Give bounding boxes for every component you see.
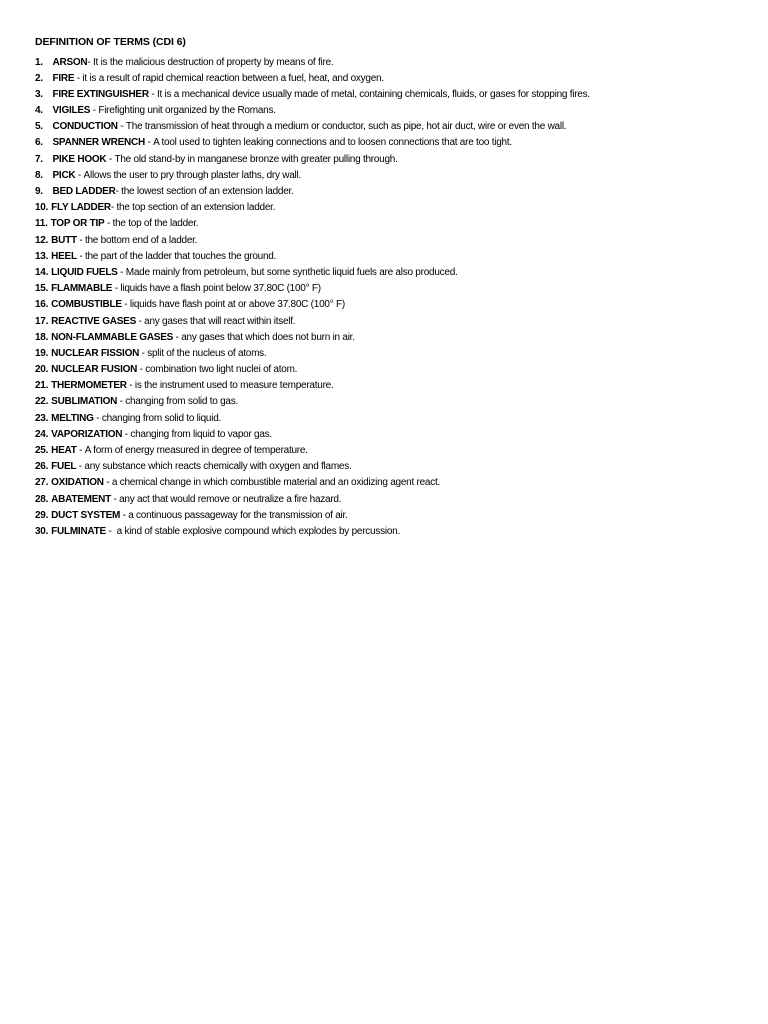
term-separator: - — [144, 137, 154, 149]
term-number: 20. — [35, 364, 49, 376]
list-item — [35, 364, 755, 380]
document-page — [35, 36, 755, 542]
list-item — [35, 137, 755, 153]
list-item — [35, 105, 755, 121]
term-separator: - — [117, 266, 126, 278]
term-separator: - — [120, 509, 129, 521]
term-name: REACTIVE GASES — [51, 315, 137, 327]
term-name: FLY LADDER — [51, 202, 111, 214]
term-separator: - — [90, 105, 99, 117]
term-definition: The old stand-by in manganese bronze with greater pulling through. — [114, 153, 398, 165]
term-definition: any substance which reacts chemically with oxygen and flames. — [84, 461, 352, 473]
term-definition: Allows the user to pry through plaster laths, dry wall. — [83, 169, 302, 181]
term-number: 13. — [35, 250, 49, 262]
terms-list — [35, 57, 755, 543]
term-number: 17. — [35, 315, 49, 327]
term-number: 15. — [35, 283, 49, 295]
term-separator: - — [117, 121, 126, 133]
term-definition: Made mainly from petroleum, but some synthetic liquid fuels are also produced. — [125, 266, 458, 278]
term-name: VAPORIZATION — [51, 428, 123, 440]
term-number: 26. — [35, 461, 49, 473]
term-number: 28. — [35, 493, 49, 505]
term-separator: - — [93, 412, 102, 424]
term-definition: the top section of an extension ladder. — [116, 202, 276, 214]
list-item — [35, 510, 755, 526]
term-number: 12. — [35, 234, 49, 246]
term-separator: - — [74, 72, 83, 84]
term-separator: - — [139, 347, 148, 359]
term-name: FUEL — [51, 461, 77, 473]
term-separator: - — [110, 202, 117, 214]
term-name: FLAMMABLE — [51, 283, 113, 295]
term-definition: any gases that which does not burn in air. — [181, 331, 355, 343]
term-name: VIGILES — [52, 105, 91, 117]
list-item — [35, 267, 755, 283]
term-name: NUCLEAR FISSION — [51, 347, 140, 359]
term-separator: - — [76, 250, 85, 262]
list-item — [35, 121, 755, 137]
term-number: 16. — [35, 299, 49, 311]
list-item — [35, 380, 755, 396]
term-separator: - — [137, 364, 146, 376]
list-item — [35, 461, 755, 477]
term-number: 7. — [35, 153, 43, 165]
term-separator: - — [75, 169, 84, 181]
term-separator: - — [76, 234, 85, 246]
list-item — [35, 494, 755, 510]
term-separator: - — [173, 331, 182, 343]
term-definition: changing from solid to gas. — [125, 396, 239, 408]
term-definition: The transmission of heat through a medium or conductor, such as pipe, hot air duct, wire or even the wall. — [125, 121, 567, 133]
list-item — [35, 413, 755, 429]
term-name: OXIDATION — [51, 477, 104, 489]
term-name: FIRE EXTINGUISHER — [52, 88, 149, 100]
term-definition: the lowest section of an extension ladder. — [121, 186, 294, 197]
term-name: SPANNER WRENCH — [52, 137, 145, 149]
term-separator: - — [103, 477, 112, 489]
term-definition: changing from solid to liquid. — [101, 412, 222, 424]
list-item — [35, 73, 755, 89]
term-name: NUCLEAR FUSION — [51, 364, 138, 376]
term-name: SUBLIMATION — [51, 396, 118, 408]
term-number: 24. — [35, 428, 49, 440]
term-separator: - — [115, 186, 122, 197]
term-definition: any gases that will react within itself. — [144, 315, 296, 327]
term-number: 11. — [35, 218, 48, 230]
list-item — [35, 89, 755, 105]
term-definition: a continuous passageway for the transmission of air. — [128, 509, 348, 521]
list-item — [35, 348, 755, 364]
term-definition: it is a result of rapid chemical reaction between a fuel, heat, and oxygen. — [82, 72, 384, 84]
term-number: 22. — [35, 396, 49, 408]
term-definition: Firefighting unit organized by the Romans. — [98, 105, 276, 117]
term-number: 6. — [35, 137, 43, 149]
term-name: LIQUID FUELS — [51, 266, 118, 278]
list-item — [35, 57, 755, 73]
term-separator: - — [121, 299, 130, 311]
term-number: 4. — [35, 105, 43, 117]
term-number: 8. — [35, 169, 43, 181]
term-name: DUCT SYSTEM — [51, 509, 121, 521]
list-item — [35, 445, 755, 461]
term-name: COMBUSTIBLE — [51, 299, 122, 311]
term-definition: a kind of stable explosive compound which explodes by percussion. — [114, 525, 400, 537]
term-name: ABATEMENT — [51, 493, 111, 505]
list-item — [35, 396, 755, 412]
term-definition: liquids have flash point at or above 37.80C (100° F) — [129, 299, 345, 311]
term-name: HEEL — [51, 250, 77, 262]
term-definition: the bottom end of a ladder. — [84, 234, 198, 246]
list-item — [35, 332, 755, 348]
term-separator: - — [104, 218, 113, 230]
term-name: PIKE HOOK — [52, 153, 107, 165]
term-definition: A tool used to tighten leaking connections and to loosen connections that are too tight. — [153, 137, 512, 149]
list-item — [35, 154, 755, 170]
term-number: 9. — [35, 186, 43, 197]
term-number: 3. — [35, 88, 43, 100]
list-item — [35, 202, 755, 218]
term-definition: the part of the ladder that touches the ground. — [84, 250, 277, 262]
list-item — [35, 186, 755, 202]
term-name: FIRE — [52, 72, 75, 84]
term-definition: the top of the ladder. — [112, 218, 199, 230]
term-number: 2. — [35, 72, 43, 84]
term-separator: - — [76, 461, 85, 473]
term-name: CONDUCTION — [52, 121, 118, 133]
list-item — [35, 477, 755, 493]
list-item — [35, 429, 755, 445]
term-name: FULMINATE — [51, 525, 106, 537]
term-name: NON-FLAMMABLE GASES — [51, 331, 174, 343]
term-number: 14. — [35, 266, 49, 278]
list-item — [35, 251, 755, 267]
term-separator: - — [87, 56, 93, 68]
term-separator: - — [148, 88, 157, 100]
term-number: 1. — [35, 56, 43, 68]
term-definition: is the instrument used to measure temperature. — [134, 380, 334, 392]
term-name: BUTT — [51, 234, 77, 246]
term-number: 5. — [35, 121, 43, 133]
term-separator: - — [76, 445, 85, 456]
term-number: 21. — [35, 380, 49, 392]
term-name: THERMOMETER — [51, 380, 127, 392]
document-title: DEFINITION OF TERMS (CDI 6) — [35, 36, 186, 48]
term-definition: combination two light nuclei of atom. — [145, 364, 298, 376]
term-name: MELTING — [51, 412, 94, 424]
term-separator: - — [136, 315, 145, 327]
term-number: 29. — [35, 509, 49, 521]
term-name: BED LADDER — [52, 186, 116, 197]
term-definition: It is a mechanical device usually made of metal, containing chemicals, fluids, or gases for stopping fires. — [156, 88, 590, 100]
term-number: 27. — [35, 477, 49, 489]
term-number: 10. — [35, 202, 49, 214]
term-separator: - — [110, 493, 120, 505]
term-separator: - — [106, 153, 115, 165]
list-item — [35, 526, 755, 542]
term-number: 25. — [35, 445, 49, 456]
term-definition: It is the malicious destruction of property by means of fire. — [92, 56, 334, 68]
term-name: PICK — [52, 169, 76, 181]
list-item — [35, 218, 755, 234]
term-name: HEAT — [51, 445, 77, 456]
list-item — [35, 235, 755, 251]
term-number: 19. — [35, 347, 49, 359]
term-definition: split of the nucleus of atoms. — [147, 347, 267, 359]
term-separator: - — [117, 396, 126, 408]
term-separator: - — [112, 283, 121, 295]
list-item — [35, 170, 755, 186]
term-name: TOP OR TIP — [50, 218, 105, 230]
list-item — [35, 283, 755, 299]
term-name: ARSON — [52, 56, 88, 68]
term-definition: changing from liquid to vapor gas. — [130, 428, 272, 440]
term-number: 18. — [35, 331, 49, 343]
term-definition: a chemical change in which combustible material and an oxidizing agent react. — [111, 477, 441, 489]
list-item — [35, 299, 755, 315]
term-definition: any act that would remove or neutralize a fire hazard. — [119, 493, 342, 505]
term-number: 30. — [35, 525, 49, 537]
term-separator: - — [105, 525, 115, 537]
term-separator: - — [122, 428, 131, 440]
term-definition: liquids have a flash point below 37.80C (100° F) — [120, 283, 321, 295]
term-definition: A form of energy measured in degree of temperature. — [84, 445, 308, 456]
term-number: 23. — [35, 412, 49, 424]
term-separator: - — [126, 380, 135, 392]
list-item — [35, 316, 755, 332]
